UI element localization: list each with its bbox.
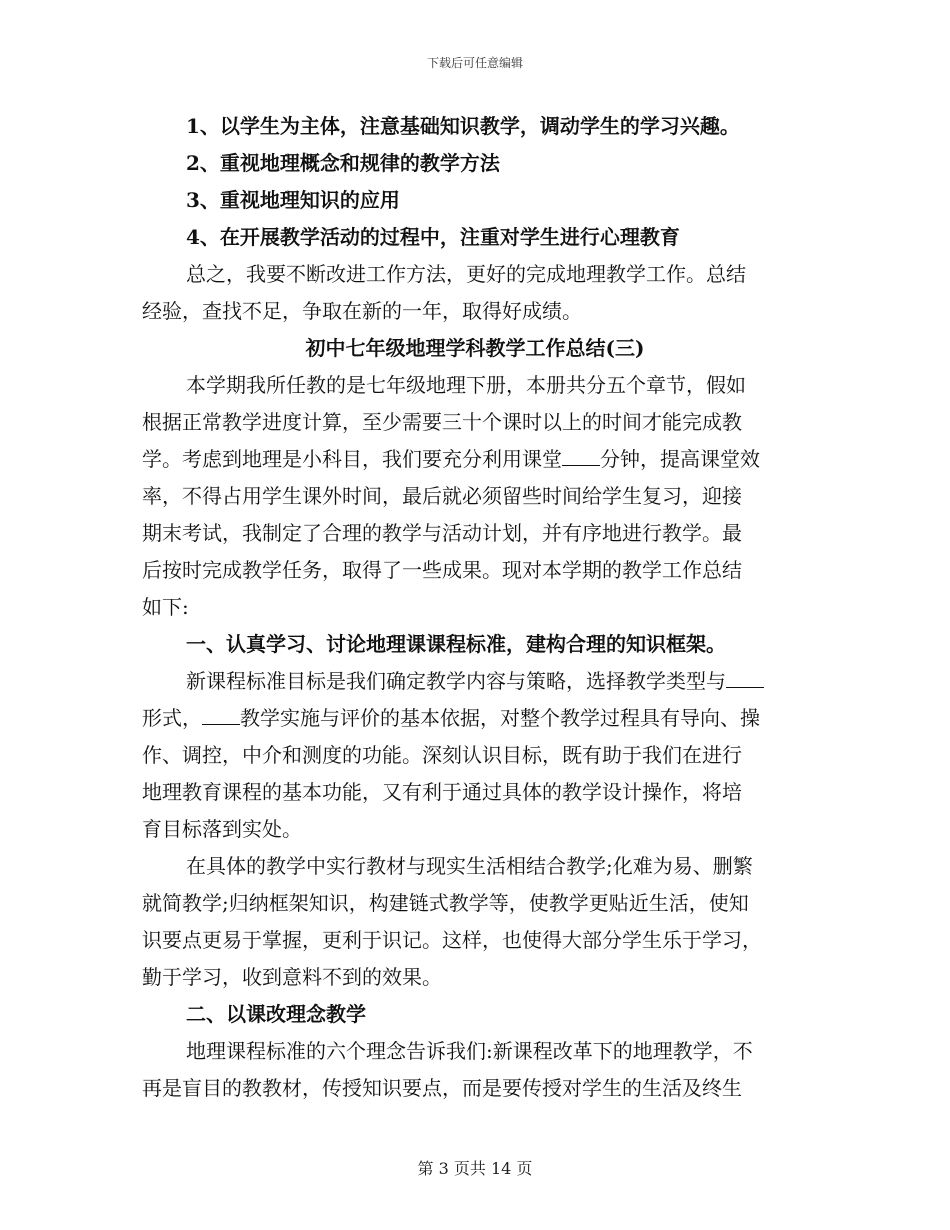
paragraph-line: 本学期我所任教的是七年级地理下册，本册共分五个章节，假如 [186,373,746,397]
paragraph-line: 勤于学习，收到意料不到的效果。 [142,965,442,989]
paragraph-line: 经验，查找不足，争取在新的一年，取得好成绩。 [142,299,582,323]
paragraph-line: 如下: [142,595,189,619]
fill-blank [726,669,764,688]
paragraph-line: 作、调控，中介和测度的功能。深刻认识目标，既有助于我们在进行 [142,743,742,767]
paragraph-line: 后按时完成教学任务，取得了一些成果。现对本学期的教学工作总结 [142,558,742,582]
fill-blank [562,447,600,466]
paragraph-line: 总之，我要不断改进工作方法，更好的完成地理教学工作。总结 [186,262,746,286]
text-segment: 形式， [142,706,202,730]
paragraph-line: 再是盲目的教教材，传授知识要点，而是要传授对学生的生活及终生 [142,1076,742,1100]
paragraph-line: 根据正常教学进度计算，至少需要三十个课时以上的时间才能完成教 [142,410,742,434]
list-item-3: 3、重视地理知识的应用 [186,188,400,212]
list-item-2: 2、重视地理概念和规律的教学方法 [186,151,500,175]
document-body [142,108,808,1107]
page-header: 下载后可任意编辑 [426,56,523,70]
section-heading-1: 一、认真学习、讨论地理课课程标准，建构合理的知识框架。 [186,632,726,656]
section-title: 初中七年级地理学科教学工作总结(三) [305,336,645,360]
paragraph-line: 期末考试，我制定了合理的教学与活动计划，并有序地进行教学。最 [142,521,742,545]
paragraph-line [142,441,808,478]
paragraph-line: 地理课程标准的六个理念告诉我们:新课程改革下的地理教学，不 [186,1039,753,1063]
text-segment: 新课程标准目标是我们确定教学内容与策略，选择教学类型与 [186,669,726,693]
text-segment: 教学实施与评价的基本依据，对整个教学过程具有导向、操 [240,706,760,730]
paragraph-line: 就简教学;归纳框架知识，构建链式教学等，使教学更贴近生活，使知 [142,891,749,915]
paragraph-line: 识要点更易于掌握，更利于识记。这样，也使得大部分学生乐于学习， [142,928,762,952]
paragraph-line [142,663,808,700]
page-footer: 第 3 页共 14 页 [417,1159,533,1178]
paragraph-line: 地理教育课程的基本功能，又有利于通过具体的教学设计操作，将培 [142,780,742,804]
paragraph-line: 育目标落到实处。 [142,817,302,841]
text-segment: 分钟，提高课堂效 [600,447,760,471]
fill-blank [202,706,240,725]
list-item-1: 1、以学生为主体，注意基础知识教学，调动学生的学习兴趣。 [186,114,740,138]
paragraph-line: 率，不得占用学生课外时间，最后就必须留些时间给学生复习，迎接 [142,484,742,508]
paragraph-line [142,700,808,737]
paragraph-line: 在具体的教学中实行教材与现实生活相结合教学;化难为易、删繁 [186,854,753,878]
list-item-4: 4、在开展教学活动的过程中，注重对学生进行心理教育 [186,225,680,249]
section-heading-2: 二、以课改理念教学 [186,1002,366,1026]
text-segment: 学。考虑到地理是小科目，我们要充分利用课堂 [142,447,562,471]
